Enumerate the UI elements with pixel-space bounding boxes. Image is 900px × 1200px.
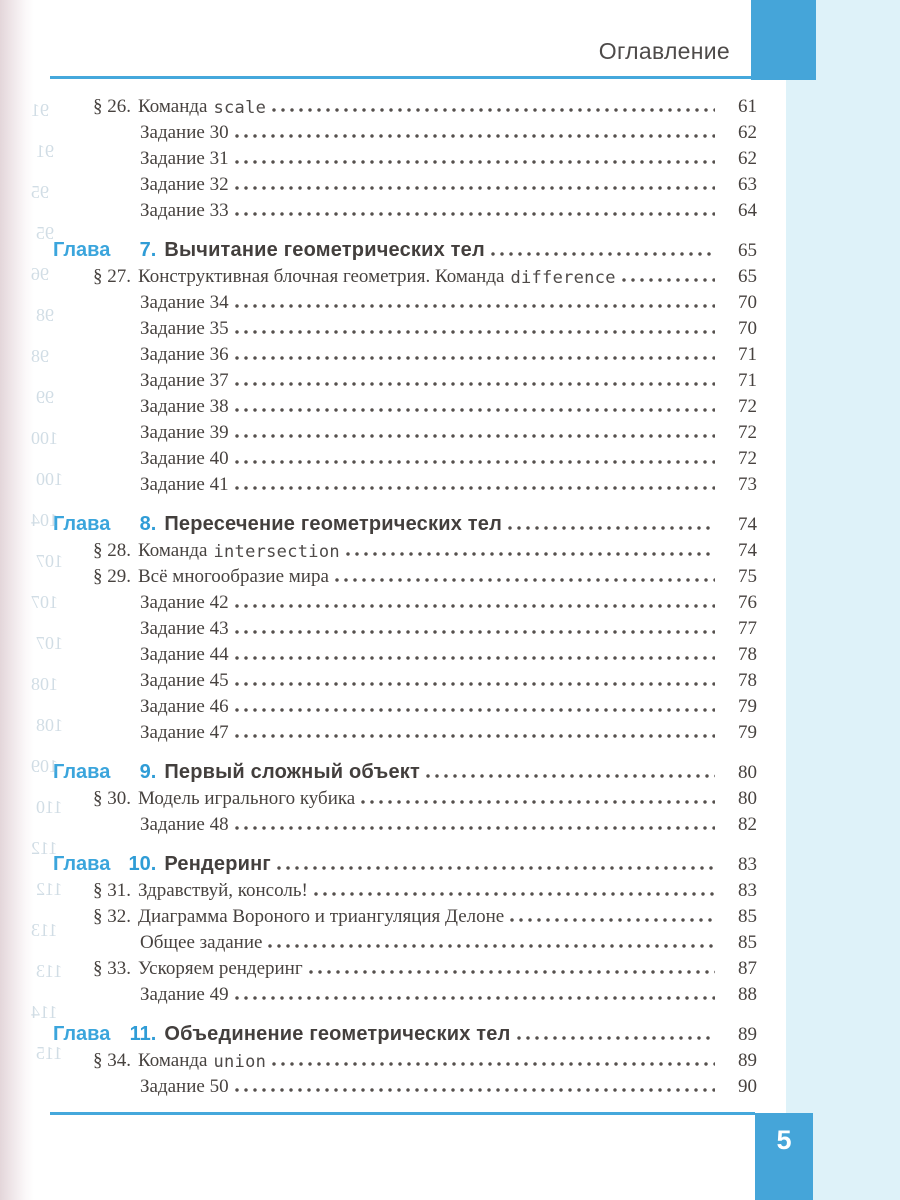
bleedthrough-number: 99 [36,387,54,407]
chapter-number: 7. [139,239,157,261]
paragraph-title: Команда [138,540,208,561]
toc-section-2 [53,510,757,744]
page-number: 5 [776,1125,792,1155]
code-term: intersection [213,542,340,562]
dot-leader [345,551,715,557]
task-row [53,418,757,444]
bleedthrough-number: 95 [31,182,49,202]
chapter-title: Первый сложный объект [164,761,420,783]
chapter-number: 11. [129,1023,157,1045]
bleedthrough-number: 91 [31,100,49,120]
paragraph-title: Команда [138,1050,208,1071]
bleedthrough-number: 98 [36,305,54,325]
code-term: scale [213,98,267,118]
dot-leader [271,107,715,113]
task-title: Задание 45 [140,670,229,691]
dot-leader [334,577,715,583]
paragraph-row [53,92,757,118]
dot-leader [234,329,715,335]
toc-page-number: 90 [738,1076,757,1097]
paragraph-row [53,876,757,902]
chapter-word: Глава [53,853,111,875]
task-title: Задание 38 [140,396,229,417]
bleedthrough-number: 113 [36,961,63,981]
task-row [53,314,757,340]
toc-page-number: 62 [738,122,757,143]
toc-section-3 [53,758,757,836]
dot-leader [234,655,715,661]
task-title: Задание 36 [140,344,229,365]
dot-leader [234,159,715,165]
task-title: Задание 33 [140,200,229,221]
bleedthrough-number: 107 [31,592,58,612]
toc-page-number: 61 [738,96,757,117]
toc-page-number: 64 [738,200,757,221]
paragraph-row [53,562,757,588]
paragraph-label: § 26. [93,96,131,117]
task-title: Задание 34 [140,292,229,313]
dot-leader [234,1087,715,1093]
task-title: Общее задание [140,932,263,953]
task-title: Задание 47 [140,722,229,743]
header-rule [50,76,751,79]
bleedthrough-number: 100 [31,428,58,448]
toc-page-number: 80 [738,762,757,783]
dot-leader [490,251,715,257]
paragraph-label: § 27. [93,266,131,287]
paragraph-label: § 29. [93,566,131,587]
task-row [53,980,757,1006]
dot-leader [507,525,715,531]
chapter-word: Глава [53,513,111,535]
paragraph-title: Диаграмма Вороного и триангуляция Делоне [138,906,505,927]
paragraph-title: Модель игрального кубика [138,788,356,809]
task-row [53,614,757,640]
bleedthrough-number: 98 [31,346,49,366]
toc-page-number: 76 [738,592,757,613]
bleedthrough-number: 114 [31,1002,58,1022]
dot-leader [234,211,715,217]
code-term: difference [510,268,616,288]
paragraph-label: § 28. [93,540,131,561]
task-row [53,444,757,470]
chapter-word: Глава [53,761,111,783]
bleedthrough-number: 108 [36,715,63,735]
task-row [53,928,757,954]
toc-page-number: 75 [738,566,757,587]
toc-page-number: 79 [738,696,757,717]
dot-leader [234,995,715,1001]
toc-page-number: 71 [738,370,757,391]
chapter-word: Глава [53,239,111,261]
dot-leader [234,133,715,139]
dot-leader [271,1061,715,1067]
dot-leader [360,799,715,805]
paragraph-label: § 32. [93,906,131,927]
bleedthrough-number: 113 [31,920,58,940]
chapter-row [53,758,757,784]
dot-leader [234,681,715,687]
chapter-number: 9. [139,761,157,783]
task-row [53,810,757,836]
task-title: Задание 40 [140,448,229,469]
task-row [53,196,757,222]
chapter-row [53,236,757,262]
task-title: Задание 44 [140,644,229,665]
chapter-word: Глава [53,1023,111,1045]
task-title: Задание 35 [140,318,229,339]
toc-page-number: 80 [738,788,757,809]
dot-leader [234,707,715,713]
task-row [53,392,757,418]
dot-leader [234,603,715,609]
toc-page-number: 72 [738,422,757,443]
task-row [53,666,757,692]
toc-section-0 [53,92,757,222]
toc-page-number: 82 [738,814,757,835]
toc-page-number: 83 [738,854,757,875]
dot-leader [234,407,715,413]
running-head: Оглавление [598,38,730,64]
paragraph-title: Конструктивная блочная геометрия. Команда [138,266,505,287]
toc-section-4 [53,850,757,1006]
task-row [53,470,757,496]
paragraph-row [53,954,757,980]
task-row [53,366,757,392]
footer-rule [50,1112,755,1115]
chapter-title: Рендеринг [164,853,271,875]
dot-leader [234,355,715,361]
dot-leader [234,433,715,439]
task-row [53,718,757,744]
toc-page-number: 78 [738,644,757,665]
dot-leader [425,773,715,779]
page-outer-margin [786,0,900,1200]
bleedthrough-number: 91 [36,141,54,161]
toc-page-number: 70 [738,318,757,339]
toc-page-number: 74 [738,540,757,561]
chapter-row [53,1020,757,1046]
toc-page-number: 63 [738,174,757,195]
paragraph-row [53,262,757,288]
bleedthrough-number: 115 [36,1043,63,1063]
toc-page-number: 85 [738,932,757,953]
header-corner-tab [751,0,816,80]
page-number-tab [755,1113,813,1200]
toc-page-number: 73 [738,474,757,495]
chapter-title: Вычитание геометрических тел [164,239,485,261]
task-title: Задание 48 [140,814,229,835]
task-title: Задание 43 [140,618,229,639]
task-row [53,144,757,170]
task-row [53,340,757,366]
paragraph-row [53,536,757,562]
toc-page-number: 71 [738,344,757,365]
bleedthrough-number: 112 [36,879,63,899]
dot-leader [516,1035,716,1041]
task-row [53,170,757,196]
paragraph-label: § 30. [93,788,131,809]
table-of-contents [53,92,757,1098]
toc-page-number: 70 [738,292,757,313]
paragraph-row [53,902,757,928]
task-title: Задание 49 [140,984,229,1005]
scanned-page-left-edge [0,0,34,1200]
bleedthrough-number: 109 [31,756,58,776]
task-title: Задание 42 [140,592,229,613]
toc-page-number: 87 [738,958,757,979]
bleedthrough-number: 107 [36,633,63,653]
toc-page-number: 83 [738,880,757,901]
chapter-row [53,510,757,536]
toc-page-number: 79 [738,722,757,743]
dot-leader [234,825,715,831]
toc-section-5 [53,1020,757,1098]
dot-leader [276,865,715,871]
task-title: Задание 41 [140,474,229,495]
dot-leader [234,459,715,465]
chapter-number: 8. [139,513,157,535]
task-row [53,118,757,144]
task-title: Задание 39 [140,422,229,443]
dot-leader [313,891,715,897]
paragraph-title: Ускоряем рендеринг [138,958,303,979]
paragraph-label: § 33. [93,958,131,979]
dot-leader [234,381,715,387]
toc-page-number: 77 [738,618,757,639]
toc-page-number: 89 [738,1050,757,1071]
paragraph-title: Всё многообразие мира [138,566,329,587]
task-row [53,640,757,666]
toc-page-number: 74 [738,514,757,535]
chapter-title: Объединение геометрических тел [164,1023,511,1045]
task-row [53,1072,757,1098]
dot-leader [234,185,715,191]
dot-leader [234,733,715,739]
dot-leader [308,969,715,975]
chapter-title: Пересечение геометрических тел [164,513,503,535]
dot-leader [267,943,715,949]
bleedthrough-number: 100 [36,469,63,489]
toc-page-number: 65 [738,266,757,287]
dot-leader [234,485,715,491]
bleedthrough-number: 107 [36,551,63,571]
bleedthrough-number: 112 [31,838,58,858]
toc-page-number: 78 [738,670,757,691]
bleedthrough-number: 110 [36,797,63,817]
toc-page-number: 85 [738,906,757,927]
dot-leader [509,917,715,923]
chapter-row [53,850,757,876]
toc-page-number: 89 [738,1024,757,1045]
task-title: Задание 32 [140,174,229,195]
dot-leader [234,629,715,635]
task-title: Задание 37 [140,370,229,391]
paragraph-title: Команда [138,96,208,117]
dot-leader [621,277,715,283]
bleedthrough-number: 104 [31,510,58,530]
paragraph-row [53,784,757,810]
paragraph-title: Здравствуй, консоль! [138,880,308,901]
task-row [53,692,757,718]
toc-page-number: 62 [738,148,757,169]
toc-page-number: 72 [738,448,757,469]
toc-page-number: 65 [738,240,757,261]
task-title: Задание 31 [140,148,229,169]
toc-page-number: 88 [738,984,757,1005]
toc-page-number: 72 [738,396,757,417]
task-title: Задание 50 [140,1076,229,1097]
task-row [53,588,757,614]
task-title: Задание 30 [140,122,229,143]
code-term: union [213,1052,267,1072]
task-row [53,288,757,314]
paragraph-label: § 31. [93,880,131,901]
bleedthrough-number: 95 [36,223,54,243]
toc-section-1 [53,236,757,496]
task-title: Задание 46 [140,696,229,717]
bleedthrough-number: 96 [31,264,49,284]
dot-leader [234,303,715,309]
bleedthrough-number: 108 [31,674,58,694]
paragraph-label: § 34. [93,1050,131,1071]
chapter-number: 10. [128,853,157,875]
paragraph-row [53,1046,757,1072]
